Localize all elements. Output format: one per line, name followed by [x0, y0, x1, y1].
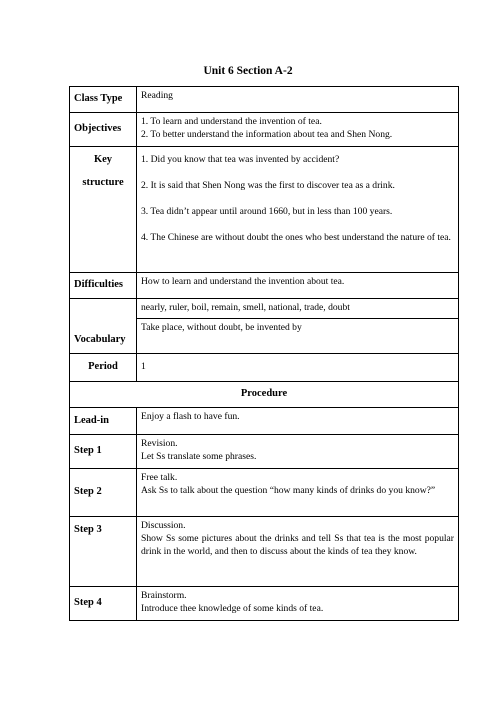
step-content — [137, 586, 459, 620]
lead-in-text: Enjoy a flash to have fun. — [137, 407, 459, 434]
key-structure-item: 4. The Chinese are without doubt the ones who best understand the nature of tea. — [141, 232, 451, 243]
vocabulary-phrases: Take place, without doubt, be invented by — [137, 318, 459, 353]
difficulties-value: How to learn and understand the invention about tea. — [137, 273, 459, 299]
step-label: Step 4 — [70, 586, 137, 620]
key-structure-label-line1: Key — [93, 154, 113, 165]
key-structure-item: 1. Did you know that tea was invented by accident? — [141, 154, 340, 165]
class-type-row — [70, 87, 459, 113]
step-title: Brainstorm. — [141, 589, 187, 601]
objective-item: 2. To better understand the information about tea and Shen Nong. — [141, 128, 393, 140]
lead-in-row — [70, 407, 459, 434]
key-structure-row — [70, 147, 459, 273]
step-row — [70, 468, 459, 516]
step-text: Introduce thee knowledge of some kinds of tea. — [141, 602, 324, 614]
key-structure-value — [137, 147, 459, 273]
key-structure-item: 2. It is said that Shen Nong was the first to discover tea as a drink. — [141, 180, 395, 191]
step-content — [137, 516, 459, 586]
step-row — [70, 434, 459, 468]
objectives-label: Objectives — [70, 113, 137, 147]
step-row — [70, 516, 459, 586]
page-title: Unit 6 Section A-2 — [203, 65, 293, 77]
period-label: Period — [70, 353, 137, 381]
key-structure-item: 3. Tea didn’t appear until around 1660, but in less than 100 years. — [141, 206, 393, 217]
step-title: Free talk. — [141, 471, 178, 483]
step-row — [70, 586, 459, 620]
step-title: Discussion. — [141, 519, 186, 531]
step-label: Step 2 — [70, 468, 137, 516]
objectives-row — [70, 113, 459, 147]
key-structure-label-line2: structure — [82, 177, 124, 188]
period-value: 1 — [137, 353, 459, 381]
lead-in-label: Lead-in — [70, 407, 137, 434]
step-content — [137, 434, 459, 468]
procedure-header-row — [70, 381, 459, 407]
step-label: Step 1 — [70, 434, 137, 468]
step-text: Ask Ss to talk about the question “how many kinds of drinks do you know?” — [141, 484, 436, 496]
step-content — [137, 468, 459, 516]
period-row — [70, 353, 459, 381]
lesson-plan-table — [69, 86, 459, 621]
difficulties-label: Difficulties — [70, 273, 137, 299]
key-structure-label — [70, 147, 137, 273]
vocabulary-words: nearly, ruler, boil, remain, smell, national, trade, doubt — [137, 299, 459, 319]
objectives-value — [137, 113, 459, 147]
class-type-label: Class Type — [70, 87, 137, 113]
procedure-header: Procedure — [70, 381, 459, 407]
class-type-value: Reading — [137, 87, 459, 113]
vocabulary-label: Vocabulary — [70, 299, 137, 354]
difficulties-row — [70, 273, 459, 299]
objective-item: 1. To learn and understand the invention of tea. — [141, 116, 322, 127]
vocabulary-words-row — [70, 299, 459, 319]
step-text: Let Ss translate some phrases. — [141, 450, 257, 462]
step-text: Show Ss some pictures about the drinks and tell Ss that tea is the most popular drink in the world, and then to discuss about the kinds of tea they know. — [141, 532, 454, 557]
step-title: Revision. — [141, 437, 178, 449]
step-label: Step 3 — [70, 516, 137, 586]
